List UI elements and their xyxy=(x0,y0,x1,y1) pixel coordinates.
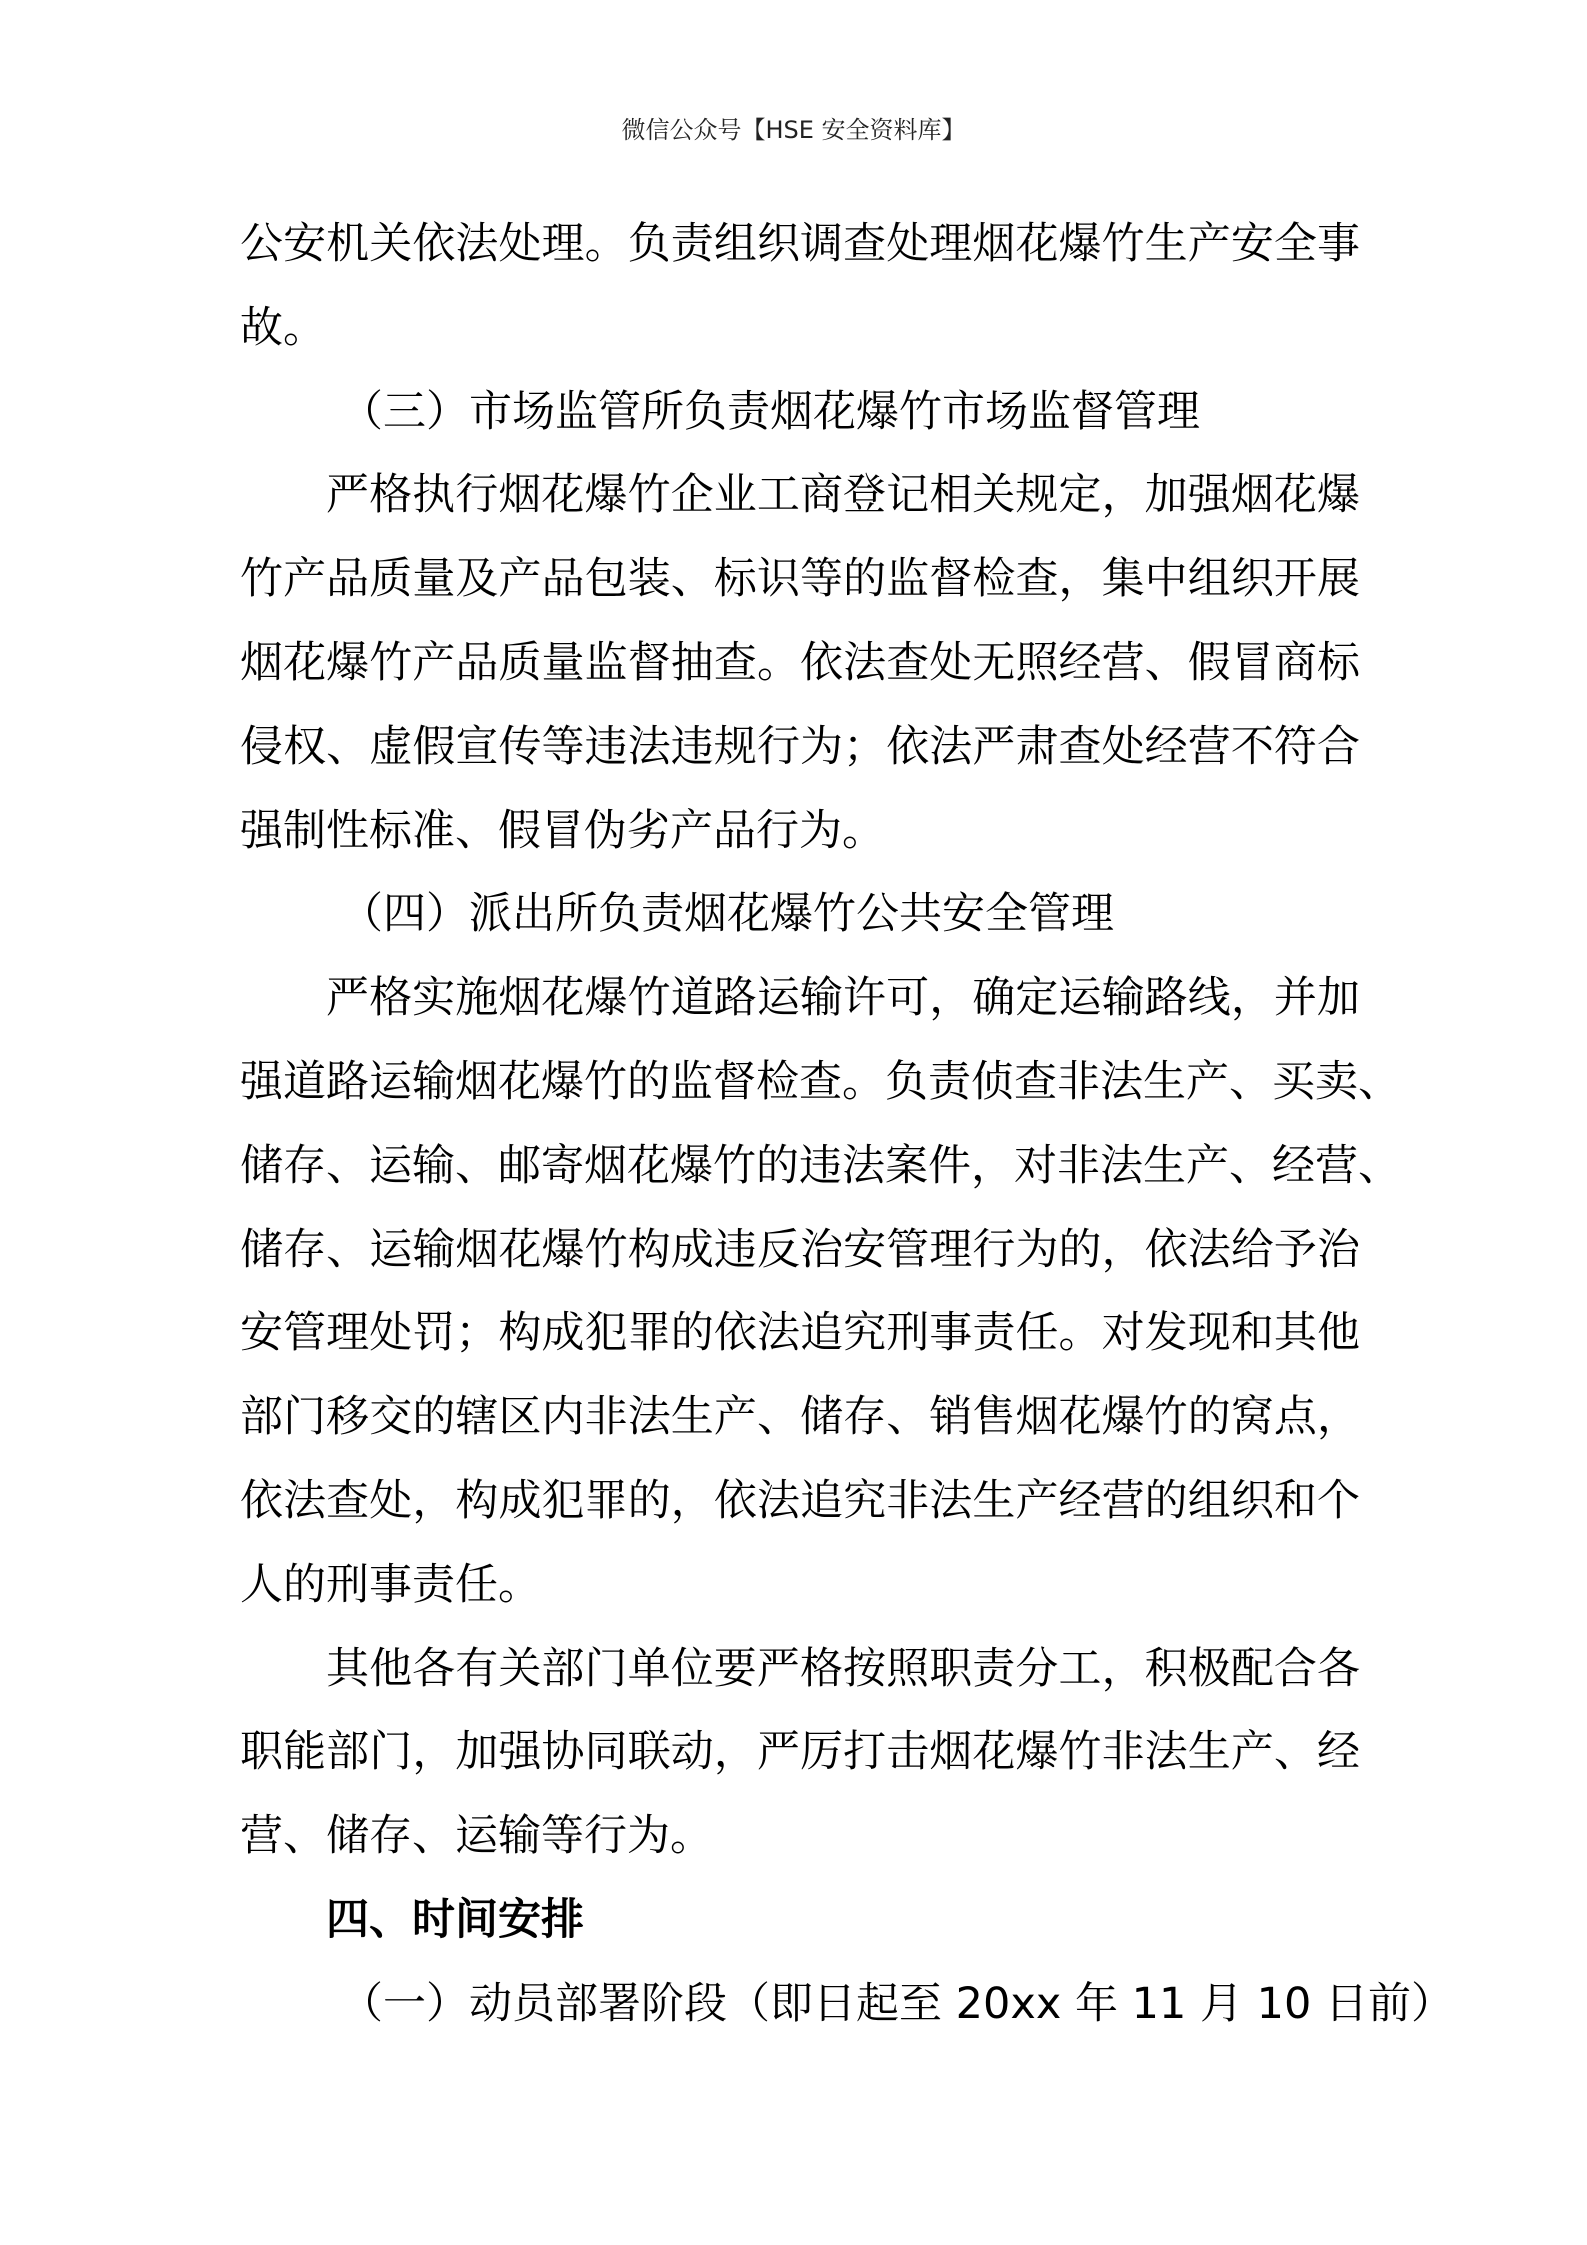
chapter-heading: 四、时间安排 xyxy=(326,1894,584,1945)
paragraph-line: 储存、运输烟花爆竹构成违反治安管理行为的，依法给予治 xyxy=(240,1224,1360,1275)
paragraph-line: 公安机关依法处理。负责组织调查处理烟花爆竹生产安全事 xyxy=(240,219,1360,269)
page-header: 微信公众号【HSE 安全资料库】 xyxy=(621,116,966,144)
section-heading: （四）派出所负责烟花爆竹公共安全管理 xyxy=(340,889,1114,940)
paragraph-line: 严格执行烟花爆竹企业工商登记相关规定，加强烟花爆 xyxy=(326,470,1360,521)
paragraph-line: 故。 xyxy=(240,302,326,353)
paragraph-line: 竹产品质量及产品包装、标识等的监督检查，集中组织开展 xyxy=(240,554,1360,605)
paragraph-line: 职能部门，加强协同联动，严厉打击烟花爆竹非法生产、经 xyxy=(240,1727,1360,1778)
document-body xyxy=(240,203,1455,2047)
paragraph-line: 人的刑事责任。 xyxy=(240,1559,541,1610)
paragraph-line: 侵权、虚假宣传等违法违规行为；依法严肃查处经营不符合 xyxy=(240,721,1360,772)
paragraph-line: 部门移交的辖区内非法生产、储存、销售烟花爆竹的窝点， xyxy=(240,1392,1360,1443)
paragraph-line: 营、储存、运输等行为。 xyxy=(240,1811,713,1862)
paragraph-line: 储存、运输、邮寄烟花爆竹的违法案件，对非法生产、经营、 xyxy=(240,1140,1401,1191)
paragraph-line: 严格实施烟花爆竹道路运输许可，确定运输路线，并加 xyxy=(326,973,1360,1024)
paragraph-line: 强制性标准、假冒伪劣产品行为。 xyxy=(240,805,885,856)
paragraph-line: 安管理处罚；构成犯罪的依法追究刑事责任。对发现和其他 xyxy=(240,1308,1360,1359)
section-heading: （三）市场监管所负责烟花爆竹市场监督管理 xyxy=(340,386,1200,437)
paragraph-line: 依法查处，构成犯罪的，依法追究非法生产经营的组织和个 xyxy=(240,1475,1360,1526)
paragraph-line: 其他各有关部门单位要严格按照职责分工，积极配合各 xyxy=(326,1643,1360,1694)
paragraph-line: 强道路运输烟花爆竹的监督检查。负责侦查非法生产、买卖、 xyxy=(240,1056,1401,1107)
paragraph-line: 烟花爆竹产品质量监督抽查。依法查处无照经营、假冒商标 xyxy=(240,637,1360,688)
stage-heading: （一）动员部署阶段（即日起至 20xx 年 11 月 10 日前） xyxy=(340,1978,1455,2029)
